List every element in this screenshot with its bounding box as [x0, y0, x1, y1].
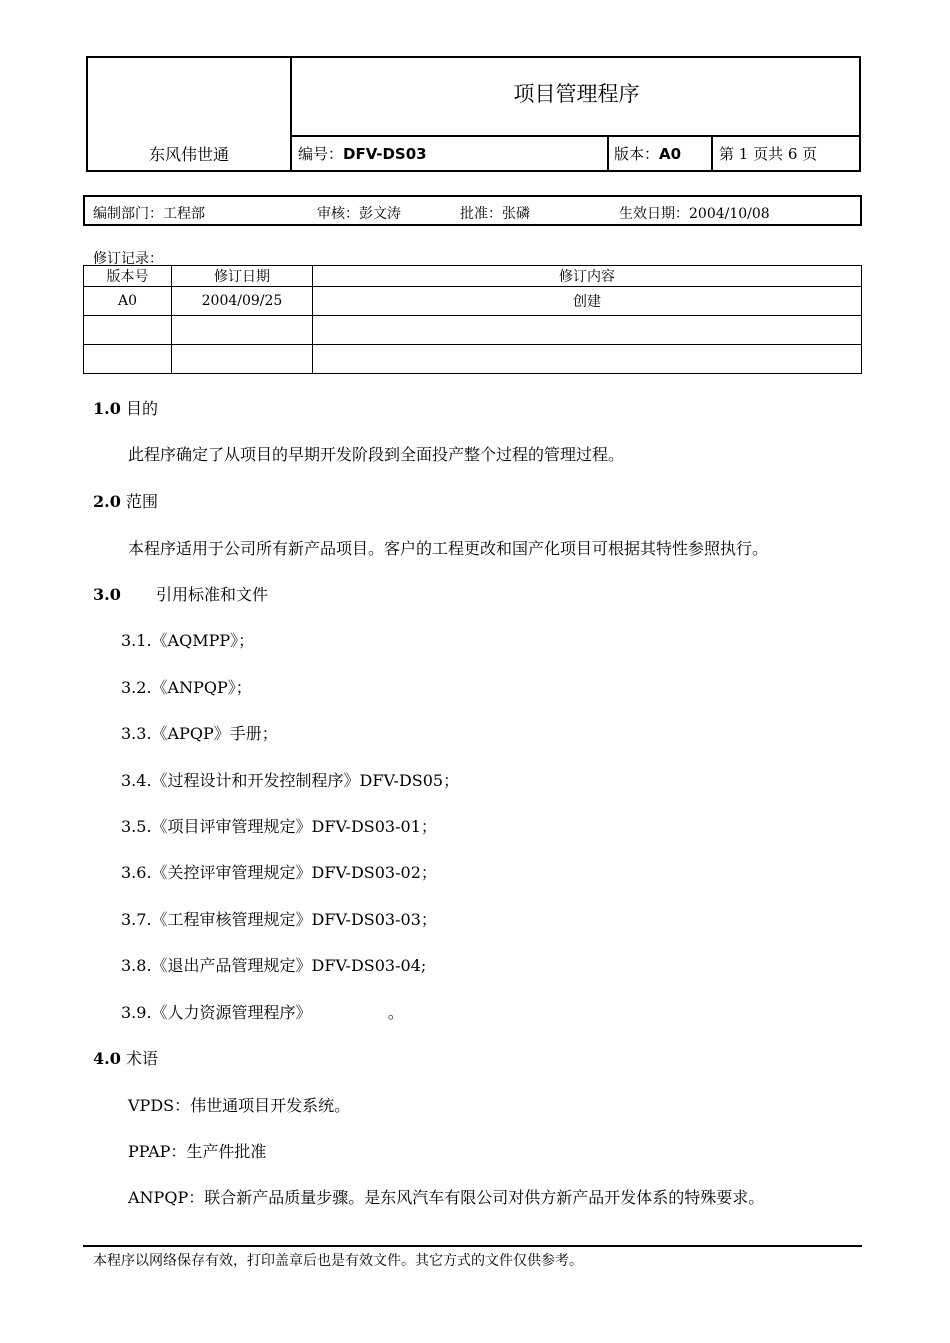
- header-divider: [607, 135, 609, 172]
- term-item: ANPQP：联合新产品质量步骤。是东风汽车有限公司对供方新产品开发体系的特殊要求。: [128, 1188, 765, 1207]
- reference-item: 3.9.《人力资源管理程序》 。: [121, 1003, 404, 1022]
- header-divider: [290, 135, 861, 137]
- company-name: 东风伟世通: [148, 145, 229, 164]
- column-header: 修订内容: [313, 266, 862, 287]
- section-heading: [93, 396, 158, 419]
- table-cell: A0: [84, 287, 172, 316]
- doc-number-value: DFV-DS03: [343, 145, 427, 163]
- reference-item: 3.1.《AQMPP》；: [121, 631, 255, 650]
- table-row: [84, 316, 862, 345]
- version-label: 版本：: [614, 145, 660, 163]
- reference-item: 3.2.《ANPQP》；: [121, 678, 252, 697]
- reference-item: 3.8.《退出产品管理规定》DFV-DS03-04;: [121, 956, 427, 975]
- approver: 批准：张磷: [460, 206, 530, 222]
- section-body: 本程序适用于公司所有新产品项目。客户的工程更改和国产化项目可根据其特性参照执行。: [128, 539, 769, 558]
- table-cell: [84, 345, 172, 374]
- version-value: A0: [659, 145, 682, 163]
- revision-table: [83, 265, 862, 374]
- page-number: 第 1 页共 6 页: [719, 145, 818, 163]
- section-number: 3.0: [93, 585, 121, 604]
- table-row: [84, 345, 862, 374]
- column-header: 版本号: [84, 266, 172, 287]
- footer-divider: [83, 1245, 862, 1247]
- reference-item: 3.6.《关控评审管理规定》DFV-DS03-02；: [121, 863, 437, 882]
- table-cell: 创建: [313, 287, 862, 316]
- section-number: 2.0: [93, 492, 121, 511]
- table-cell: [313, 345, 862, 374]
- section-title: 范围: [125, 492, 158, 511]
- table-cell: [84, 316, 172, 345]
- reference-item: 3.7.《工程审核管理规定》DFV-DS03-03；: [121, 910, 437, 929]
- reference-item: 3.3.《APQP》手册；: [121, 724, 278, 743]
- section-title: 目的: [125, 399, 158, 418]
- reference-item: 3.5.《项目评审管理规定》DFV-DS03-01；: [121, 817, 437, 836]
- table-cell: [313, 316, 862, 345]
- dept: 编制部门：工程部: [93, 206, 205, 222]
- section-body: 此程序确定了从项目的早期开发阶段到全面投产整个过程的管理过程。: [128, 445, 625, 464]
- column-header: 修订日期: [172, 266, 313, 287]
- reference-item: 3.4.《过程设计和开发控制程序》DFV-DS05；: [121, 771, 460, 790]
- document-title: 项目管理程序: [513, 82, 640, 106]
- table-header-row: [84, 266, 862, 287]
- term-item: VPDS：伟世通项目开发系统。: [128, 1096, 351, 1115]
- section-heading: [93, 489, 158, 512]
- section-title: 引用标准和文件: [155, 585, 268, 604]
- section-heading: [93, 1046, 158, 1069]
- section-number: 1.0: [93, 399, 121, 418]
- table-cell: [172, 316, 313, 345]
- footer-note: 本程序以网络保存有效，打印盖章后也是有效文件。其它方式的文件仅供参考。: [93, 1253, 583, 1269]
- doc-number: [298, 143, 427, 164]
- doc-number-label: 编号：: [298, 145, 344, 163]
- section-heading: [93, 582, 268, 605]
- header-divider: [290, 56, 292, 172]
- revision-caption: 修订记录：: [93, 251, 163, 267]
- table-cell: [172, 345, 313, 374]
- version: [614, 143, 681, 164]
- header-divider: [711, 135, 713, 172]
- section-title: 术语: [125, 1049, 158, 1068]
- term-item: PPAP：生产件批准: [128, 1142, 267, 1161]
- effective-date: 生效日期：2004/10/08: [619, 206, 770, 222]
- table-row: [84, 287, 862, 316]
- section-number: 4.0: [93, 1049, 121, 1068]
- reviewer: 审核：彭文涛: [317, 206, 401, 222]
- table-cell: 2004/09/25: [172, 287, 313, 316]
